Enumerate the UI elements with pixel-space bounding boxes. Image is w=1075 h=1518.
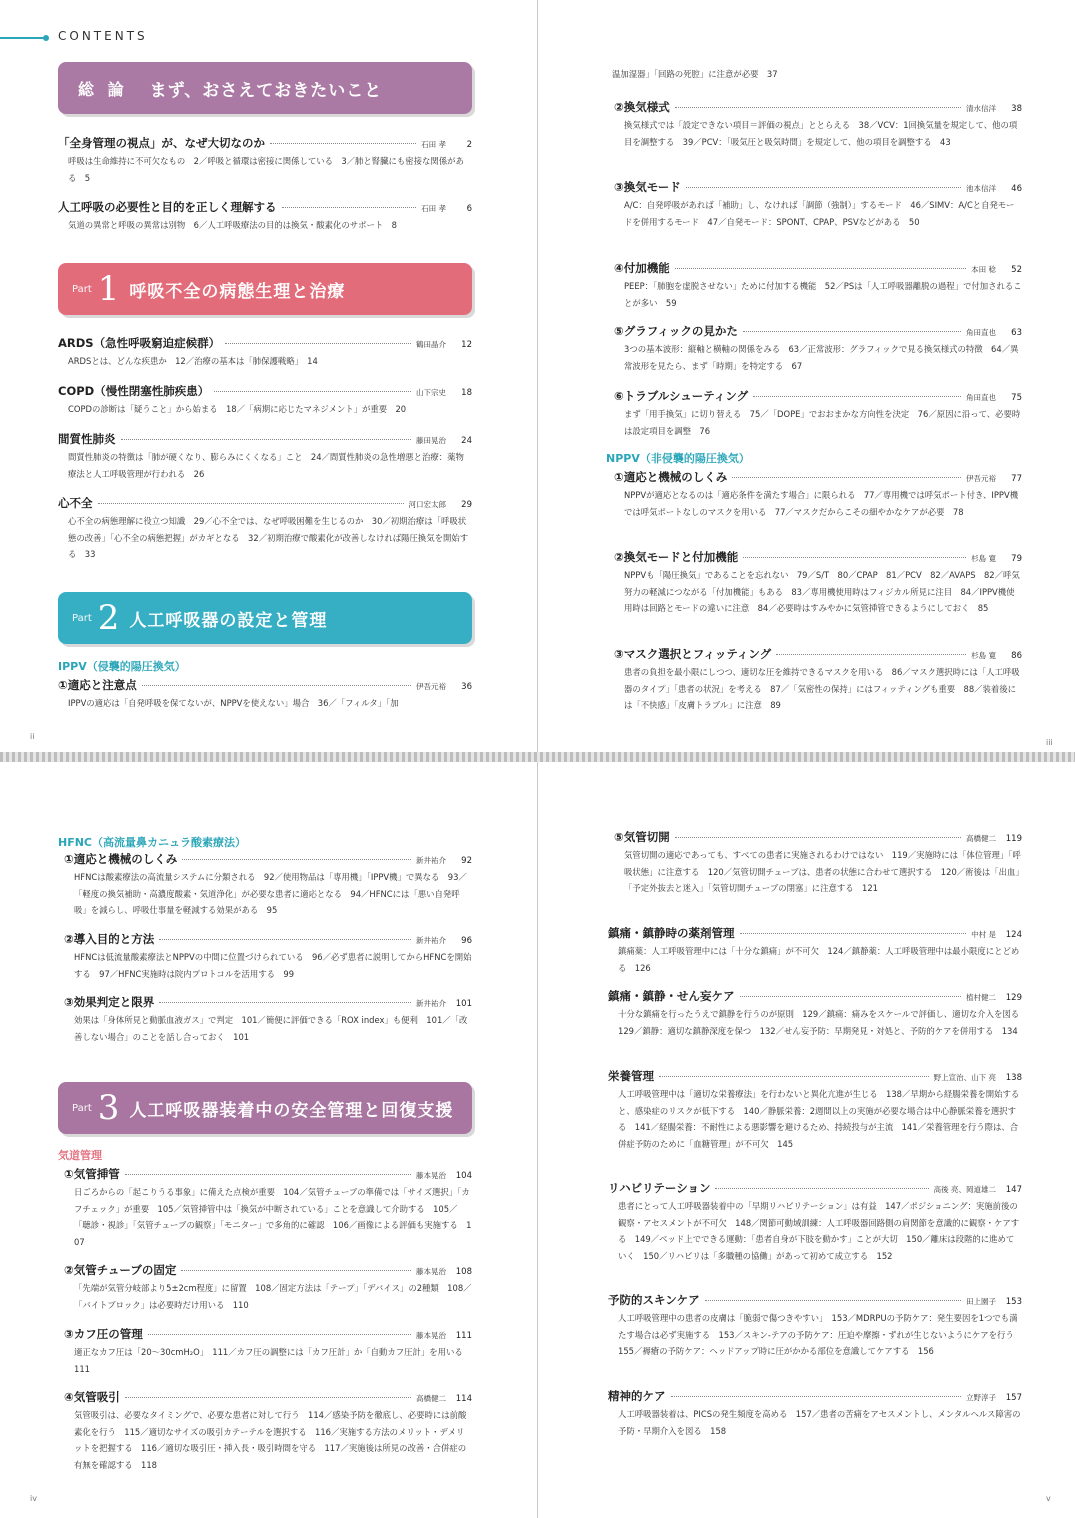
toc-entry-heading[interactable] [64, 931, 472, 947]
toc-entry-page: 52 [1011, 265, 1022, 275]
toc-entry-title: ①気管挿管 [64, 1167, 120, 1181]
toc-entry-description: 日ごろからの「起こりうる事象」に備えた点検が重要 104／気管チューブの準備では「サイズ選択」「カフチェック」が重要 105／気管挿管中は「換気が中断されている」ことを意識して介助する 105／「聴診・視診」「気管チューブの観察」「モニター」で多角的に確認 106／画像による評価も実施する 107 [74, 1187, 472, 1247]
toc-entry [64, 994, 472, 1045]
folio-v: v [1046, 1494, 1051, 1503]
toc-entry-heading[interactable] [614, 829, 1022, 845]
toc-entry-description: COPDの診断は「疑うこと」から始まる 18／「病期に応じたマネジメント」が重要 20 [68, 404, 407, 414]
toc-entry-author: 田上園子 [966, 1297, 996, 1306]
page-contents-v [538, 762, 1075, 1518]
banner-part2-number: 2 [97, 598, 120, 638]
folio-iii: iii [1046, 738, 1053, 747]
toc-entry-page: 12 [461, 340, 472, 350]
toc-entry-description: 呼吸は生命維持に不可欠なもの 2／呼吸と循環は密接に関係している 3／肺と腎臓にも密接な関係がある 5 [68, 156, 464, 183]
toc-entry-page: 111 [455, 1331, 472, 1341]
toc-entry-author: 池本信洋 [966, 184, 996, 193]
page-contents-ii [0, 0, 537, 752]
toc-entry-heading[interactable] [608, 1068, 1022, 1084]
toc-entry-author: 清水信洋 [966, 104, 996, 113]
section-hfnc: HFNC（高流量鼻カニュラ酸素療法） [58, 836, 246, 849]
toc-entry-description: 気管切開の適応であっても、すべての患者に実施されるわけではない 119／実施時には「体位管理」「呼吸状態」に注意する 120／気管切開チューブは、患者の状態に合わせて選択する 120／術後は「出血」「予定外抜去と迷入」「気管切開チューブの閉塞」に注意する 121 [624, 850, 1021, 893]
toc-entry-title: リハビリテーション [608, 1181, 711, 1195]
banner-part1-number: 1 [97, 269, 120, 309]
toc-entry-author: 藤本晃治 [416, 1267, 446, 1276]
toc-entry-description: 気管吸引は、必要なタイミングで、必要な患者に対して行う 114／感染予防を徹底し、必要時には前酸素化を行う 115／適切なサイズの吸引カテーテルを選択する 116／実施する方法のメリット・デメリットを把握する 116／適切な吸引圧・挿入長・吸引時間を守る 117／実施後は所見の改善・合併症の有無を確認する 118 [74, 1410, 467, 1470]
toc-entry [614, 646, 1022, 714]
toc-entry-title: ④付加機能 [614, 261, 670, 275]
toc-entry [58, 431, 472, 482]
toc-entry-author: 伊吾元裕 [966, 474, 996, 483]
toc-entry-heading[interactable] [64, 994, 472, 1010]
toc-entry-title: ③換気モード [614, 180, 681, 194]
toc-entry-author: 新井祐介 [416, 936, 446, 945]
toc-entry-heading[interactable] [58, 495, 472, 511]
toc-entry-page: 104 [455, 1171, 472, 1181]
toc-entry-title: ②換気モードと付加機能 [614, 550, 739, 564]
toc-entry-page: 18 [461, 388, 472, 398]
toc-entry-description: ARDSとは、どんな疾患か 12／治療の基本は「肺保護戦略」 14 [68, 356, 318, 366]
toc-entry [608, 1388, 1022, 1439]
leader-dots [715, 1188, 928, 1189]
leader-dots [675, 837, 961, 838]
header-rule [0, 37, 46, 39]
leader-dots [142, 685, 411, 686]
banner-part1-title: 呼吸不全の病態生理と治療 [129, 281, 346, 302]
toc-entry [58, 495, 472, 563]
toc-entry [608, 1068, 1022, 1152]
toc-entry-title: ARDS（急性呼吸窮迫症候群） [58, 336, 221, 350]
toc-entry-title: 間質性肺炎 [58, 432, 116, 446]
toc-entry-page: 2 [466, 140, 472, 150]
contents-heading: CONTENTS [58, 29, 148, 43]
leader-dots [98, 503, 404, 504]
toc-entry-author: 高橋健二 [966, 834, 996, 843]
toc-entry [64, 851, 472, 919]
section-airway: 気道管理 [58, 1149, 102, 1162]
toc-entry-heading[interactable] [614, 549, 1022, 565]
toc-entry-author: 河口宏太郎 [408, 500, 446, 509]
toc-entry-title: ⑤グラフィックの見かた [614, 324, 738, 338]
leader-dots [282, 207, 417, 208]
toc-entry [602, 64, 1016, 83]
toc-entry-heading[interactable] [58, 431, 472, 447]
toc-entry-author: 中村 是 [971, 930, 996, 939]
toc-entry [64, 1389, 472, 1473]
toc-entry-title: 精神的ケア [608, 1389, 666, 1403]
toc-entry-page: 147 [1005, 1185, 1022, 1195]
toc-entry [58, 135, 472, 186]
toc-entry-description: 患者にとって人工呼吸器装着中の「早期リハビリテーション」は有益 147／ポジショニング：実施前後の観察・アセスメントが不可欠 148／関節可動域訓練：人工呼吸器回路側の肩関節を意識的に観察・ケアする 149／ベッド上でできる運動：「患者自身が下肢を動かす」ことが大切 150／離床は段階的に進めていく 150／リハビリは「多職種の協働」があって初めて成立する 152 [618, 1201, 1020, 1261]
banner-part3-label: Part [72, 1102, 92, 1114]
toc-entry-title: 人工呼吸の必要性と目的を正しく理解する [58, 200, 277, 214]
leader-dots [159, 1002, 411, 1003]
toc-entry [64, 1326, 472, 1377]
toc-entry [614, 549, 1022, 617]
toc-entry-heading[interactable] [58, 335, 472, 351]
toc-entry-page: 153 [1005, 1297, 1022, 1307]
toc-entry-heading[interactable] [58, 677, 472, 693]
toc-entry-title: ③カフ圧の管理 [64, 1327, 143, 1341]
banner-part2 [58, 592, 472, 644]
leader-dots [740, 996, 962, 997]
toc-entry-title: 鎮痛・鎮静時の薬剤管理 [608, 926, 735, 940]
toc-entry-title: ④気管吸引 [64, 1390, 120, 1404]
toc-entry-title: ②導入目的と方法 [64, 932, 155, 946]
toc-entry-author: 藤田晃治 [416, 436, 446, 445]
toc-entry [614, 829, 1022, 897]
toc-entry [614, 179, 1022, 230]
toc-entry-description: 間質性肺炎の特徴は「肺が硬くなり、膨らみにくくなる」こと 24／間質性肺炎の急性増悪と治療：薬物療法と人工呼吸管理が行われる 26 [68, 452, 464, 479]
toc-entry-heading[interactable] [614, 646, 1022, 662]
toc-entry-description: 効果は「身体所見と動脈血液ガス」で判定 101／簡便に評価できる「ROX index」も便利 101／「改善しない場合」のことを話し合っておく 101 [74, 1015, 468, 1042]
toc-entry-heading[interactable] [64, 1262, 472, 1278]
toc-entry-author: 伊吾元裕 [416, 682, 446, 691]
toc-entry [614, 388, 1022, 439]
toc-entry-description: HFNCは酸素療法の高流量システムに分類される 92／使用物品は「専用機」「IPPV機」で異なる 93／「軽度の換気補助・高濃度酸素・気道浄化」が必要な患者に適応となる 94／HFNCには「悪い自発呼吸」を減らし、呼吸仕事量を軽減する効果がある 95 [74, 872, 467, 915]
toc-entry [58, 199, 472, 234]
toc-entry-description: 人工呼吸器装着は、PICSの発生頻度を高める 157／患者の苦痛をアセスメントし、メンタルヘルス障害の予防・早期介入を図る 158 [618, 1409, 1021, 1436]
toc-entry-description: 鎮痛薬：人工呼吸管理中には「十分な鎮痛」が不可欠 124／鎮静薬：人工呼吸管理中は最小限度にとどめる 126 [618, 946, 1020, 973]
toc-entry-description: 人工呼吸管理中の患者の皮膚は「脆弱で傷つきやすい」 153／MDRPUの予防ケア：発生要因を1つでも満たす場合は必ず実施する 153／スキン-テアの予防ケア：圧迫や摩擦・ずれが生じないようにケアを行う 155／褥瘡の予防ケア：ヘッドアップ時に圧がかかる部位を意識してケアする 156 [618, 1313, 1023, 1356]
leader-dots [181, 1270, 411, 1271]
toc-entry-page: 108 [455, 1267, 472, 1277]
leader-dots [705, 1300, 961, 1301]
leader-dots [225, 343, 411, 344]
toc-entry-page: 79 [1011, 554, 1022, 564]
leader-dots [743, 557, 966, 558]
banner-part3-title: 人工呼吸器装着中の安全管理と回復支援 [129, 1100, 454, 1121]
toc-entry [58, 335, 472, 370]
section-nppv: NPPV（非侵襲的陽圧換気） [606, 452, 750, 465]
toc-entry-page: 114 [455, 1394, 472, 1404]
toc-entry-title: 「全身管理の視点」が、なぜ大切なのか [58, 136, 265, 150]
toc-entry-heading[interactable] [608, 1180, 1022, 1196]
toc-entry [608, 988, 1028, 1039]
leader-dots [159, 939, 411, 940]
toc-entry-description: 心不全の病態理解に役立つ知識 29／心不全では、なぜ呼吸困難を生じるのか 30／初期治療は「呼吸状態の改善」「心不全の病態把握」がカギとなる 32／初期治療で酸素化が改善しなければ陽圧換気を開始する 33 [68, 516, 469, 559]
leader-dots [182, 859, 411, 860]
toc-entry-title: ①適応と注意点 [58, 678, 137, 692]
leader-dots [214, 391, 411, 392]
toc-entry-page: 46 [1011, 184, 1022, 194]
banner-part2-title: 人工呼吸器の設定と管理 [129, 610, 328, 631]
leader-dots [675, 107, 961, 108]
toc-entry-page: 129 [1005, 993, 1022, 1003]
toc-entry-author: 角田直也 [966, 328, 996, 337]
toc-entry-description: IPPVの適応は「自発呼吸を保てないが、NPPVを使えない」場合 36／「フィルタ」「加 [68, 698, 399, 708]
toc-entry [608, 925, 1022, 976]
toc-entry-description: まず「用手換気」に切り替える 75／「DOPE」でおおまかな方向性を決定 76／原因に沿って、必要時は設定項目を調整 76 [624, 409, 1021, 436]
toc-entry-title: 心不全 [58, 496, 93, 510]
toc-entry-heading[interactable] [608, 1388, 1022, 1404]
toc-entry [614, 260, 1022, 311]
toc-entry-title: COPD（慢性閉塞性肺疾患） [58, 384, 210, 398]
toc-entry-description: 気道の異常と呼吸の異常は別物 6／人工呼吸療法の目的は換気・酸素化のサポート 8 [68, 220, 397, 230]
toc-entry-title: ⑤気管切開 [614, 830, 670, 844]
toc-entry-title: ③マスク選択とフィッティング [614, 647, 772, 661]
banner-part1 [58, 263, 472, 315]
toc-entry [64, 1166, 472, 1250]
banner-intro-title: まず、おさえておきたいこと [149, 80, 383, 101]
toc-entry [608, 1180, 1022, 1264]
toc-entry-author: 角田直也 [966, 393, 996, 402]
toc-entry-page: 96 [461, 936, 472, 946]
toc-entry-page: 77 [1011, 474, 1022, 484]
toc-entry-description: 人工呼吸管理中は「適切な栄養療法」を行わないと異化亢進が生じる 138／早期から経腸栄養を開始すると、感染症のリスクが低下する 140／静脈栄養：2週間以上の実施が必要な場合は中心静脈栄養を選択する 141／経腸栄養：不耐性による悪影響を避けるため、持続投与が主流 141／栄養管理を行う際は、合併症予防のために「血糖管理」が不可欠 145 [618, 1089, 1020, 1149]
leader-dots [743, 331, 961, 332]
toc-entry-title: ③効果判定と限界 [64, 995, 155, 1009]
toc-entry-description: 十分な鎮痛を行ったうえで鎮静を行うのが原則 129／鎮痛：痛みをスケールで評価し、適切な介入を図る 129／鎮静：適切な鎮静深度を保つ 132／せん妄予防：早期発見・対処と、予防的ケアを併用する 134 [618, 1009, 1028, 1036]
toc-entry-author: 高後 亮、岡道雄二 [933, 1185, 996, 1194]
toc-entry-author: 杉島 寛 [971, 554, 996, 563]
toc-entry-description: A/C：自発呼吸があれば「補助」し、なければ「調節（強制）」するモード 46／SIMV：A/Cと自発モードを併用するモード 47／自発モード：SPONT、CPAP、PSVなどがある 50 [624, 200, 1015, 227]
toc-entry-description: 適正なカフ圧は「20～30cmH₂O」 111／カフ圧の調整には「カフ圧計」か「自動カフ圧計」を用いる 111 [74, 1347, 472, 1374]
toc-entry-heading[interactable] [608, 988, 1022, 1004]
toc-entry-page: 157 [1005, 1393, 1022, 1403]
toc-entry-title: 予防的スキンケア [608, 1293, 700, 1307]
toc-entry-author: 鶴田晶介 [416, 340, 446, 349]
toc-entry-page: 38 [1011, 104, 1022, 114]
toc-entry-description: 3つの基本波形：縦軸と横軸の関係をみる 63／正常波形：グラフィックで見る換気様式の特徴 64／異常波形を見たら、まず「時期」を特定する 67 [624, 344, 1019, 371]
leader-dots [125, 1174, 411, 1175]
toc-entry-description: HFNCは低流量酸素療法とNPPVの中間に位置づけられている 96／必ず患者に説明してからHFNCを開始する 97／HFNC実施時は院内プロトコルを活用する 99 [74, 952, 472, 979]
leader-dots [732, 477, 961, 478]
toc-entry [58, 383, 472, 418]
toc-entry-heading[interactable] [58, 199, 472, 215]
toc-entry [608, 1292, 1022, 1360]
toc-entry [614, 469, 1022, 520]
toc-entry-description: 温加湿器」「回路の死腔」に注意が必要 37 [612, 69, 778, 79]
toc-entry-heading[interactable] [614, 99, 1022, 115]
toc-entry-description: 患者の負担を最小限にしつつ、適切な圧を維持できるマスクを用いる 86／マスク選択時には「人工呼吸器のタイプ」「患者の状況」を考える 87／「気密性の保持」にはフィッティングも重要 88／装着後には「不快感」「皮膚トラブル」に注意 89 [624, 667, 1020, 710]
toc-entry-author: 新井祐介 [416, 999, 446, 1008]
toc-entry-description: NPPVが適応となるのは「適応条件を満たす場合」に限られる 77／専用機では呼気ポート付き、IPPV機では呼気ポートなしのマスクを用いる 77／マスクだからこその細やかなケアが必要 78 [624, 490, 1019, 517]
toc-entry-page: 36 [461, 682, 472, 692]
banner-intro-lead: 総 論 [78, 79, 128, 99]
toc-entry-author: 野上宣治、山下 亮 [933, 1073, 996, 1082]
toc-entry-heading[interactable] [614, 179, 1022, 195]
banner-part3 [58, 1082, 472, 1134]
toc-entry-heading[interactable] [608, 1292, 1022, 1308]
leader-dots [270, 143, 416, 144]
toc-entry-author: 植村健二 [966, 993, 996, 1002]
toc-entry-page: 119 [1005, 834, 1022, 844]
toc-entry-heading[interactable] [614, 260, 1022, 276]
toc-entry-author: 石田 孝 [421, 140, 446, 149]
banner-part2-label: Part [72, 612, 92, 624]
toc-entry-heading[interactable] [614, 469, 1022, 485]
toc-entry-title: ⑥トラブルシューティング [614, 389, 749, 403]
toc-entry-page: 92 [461, 856, 472, 866]
leader-dots [121, 439, 412, 440]
toc-entry-heading[interactable] [58, 383, 472, 399]
leader-dots [659, 1076, 929, 1077]
toc-entry-page: 29 [461, 500, 472, 510]
toc-entry-author: 山下宗史 [416, 388, 446, 397]
folio-ii: ii [30, 732, 35, 741]
toc-entry-heading[interactable] [608, 925, 1022, 941]
toc-entry-author: 石田 孝 [421, 204, 446, 213]
toc-entry-page: 124 [1005, 930, 1022, 940]
toc-entry-author: 高橋健二 [416, 1394, 446, 1403]
toc-entry-title: ①適応と機械のしくみ [64, 852, 178, 866]
toc-entry [64, 931, 472, 982]
page-contents-iv [0, 762, 537, 1518]
toc-entry-title: ②換気様式 [614, 100, 670, 114]
toc-entry-title: 鎮痛・鎮静・せん妄ケア [608, 989, 735, 1003]
toc-entry [614, 323, 1022, 374]
toc-entry-page: 75 [1011, 393, 1022, 403]
leader-dots [671, 1396, 962, 1397]
toc-entry [614, 99, 1022, 150]
leader-dots [776, 654, 966, 655]
toc-entry-heading[interactable] [64, 851, 472, 867]
spread-separator [0, 752, 1075, 762]
leader-dots [753, 396, 961, 397]
toc-entry-page: 86 [1011, 651, 1022, 661]
toc-entry-title: ①適応と機械のしくみ [614, 470, 728, 484]
leader-dots [148, 1334, 411, 1335]
toc-entry-page: 101 [455, 999, 472, 1009]
toc-entry-author: 藤本晃治 [416, 1171, 446, 1180]
toc-entry-heading[interactable] [64, 1389, 472, 1405]
leader-dots [675, 268, 966, 269]
leader-dots [686, 187, 961, 188]
toc-entry-heading[interactable] [614, 388, 1022, 404]
toc-entry-heading[interactable] [614, 323, 1022, 339]
folio-iv: iv [30, 1494, 37, 1503]
toc-entry-title: ②気管チューブの固定 [64, 1263, 177, 1277]
toc-entry-page: 63 [1011, 328, 1022, 338]
toc-entry-heading[interactable] [58, 135, 472, 151]
toc-entry-author: 藤本晃治 [416, 1331, 446, 1340]
section-ippv: IPPV（侵襲的陽圧換気） [58, 660, 186, 673]
banner-part1-label: Part [72, 283, 92, 295]
toc-entry-page: 138 [1005, 1073, 1022, 1083]
toc-entry-page: 24 [461, 436, 472, 446]
toc-entry [58, 677, 472, 712]
toc-entry-heading[interactable] [64, 1326, 472, 1342]
toc-entry-author: 立野淳子 [966, 1393, 996, 1402]
toc-entry-description: NPPVも「陽圧換気」であることを忘れない 79／S/T 80／CPAP 81／PCV 82／AVAPS 82／呼気努力の軽減につながる「付加機能」もある 83／専用機使用時はフィジカル所見に注目 84／IPPV機使用時は回路とモードの違いに注意 84／必要時はすみやかに気管挿管できるようにしておく 85 [624, 570, 1020, 613]
toc-entry-author: 本田 稔 [971, 265, 996, 274]
leader-dots [125, 1397, 411, 1398]
banner-part3-number: 3 [97, 1088, 120, 1128]
toc-entry-page: 6 [466, 204, 472, 214]
toc-entry-title: 栄養管理 [608, 1069, 654, 1083]
toc-entry-author: 杉島 寛 [971, 651, 996, 660]
toc-entry-heading[interactable] [64, 1166, 472, 1182]
toc-entry-description: PEEP：「肺胞を虚脱させない」ために付加する機能 52／PSは「人工呼吸器離脱の過程」で付加されることが多い 59 [624, 281, 1022, 308]
page-contents-iii [538, 0, 1075, 752]
toc-entry-description: 換気様式では「設定できない項目＝評価の視点」ととらえる 38／VCV：1回換気量を規定して、他の項目を調整する 39／PCV：「吸気圧と吸気時間」を規定して、他の項目を調整する 43 [624, 120, 1018, 147]
toc-entry-description: 「先端が気管分岐部より5±2cm程度」に留置 108／固定方法は「テープ」「デバイス」の2種類 108／「バイトブロック」は必要時だけ用いる 110 [74, 1283, 472, 1310]
leader-dots [740, 933, 967, 934]
toc-entry [64, 1262, 472, 1313]
banner-intro [58, 62, 472, 114]
toc-entry-author: 新井祐介 [416, 856, 446, 865]
header-dot [43, 35, 49, 41]
